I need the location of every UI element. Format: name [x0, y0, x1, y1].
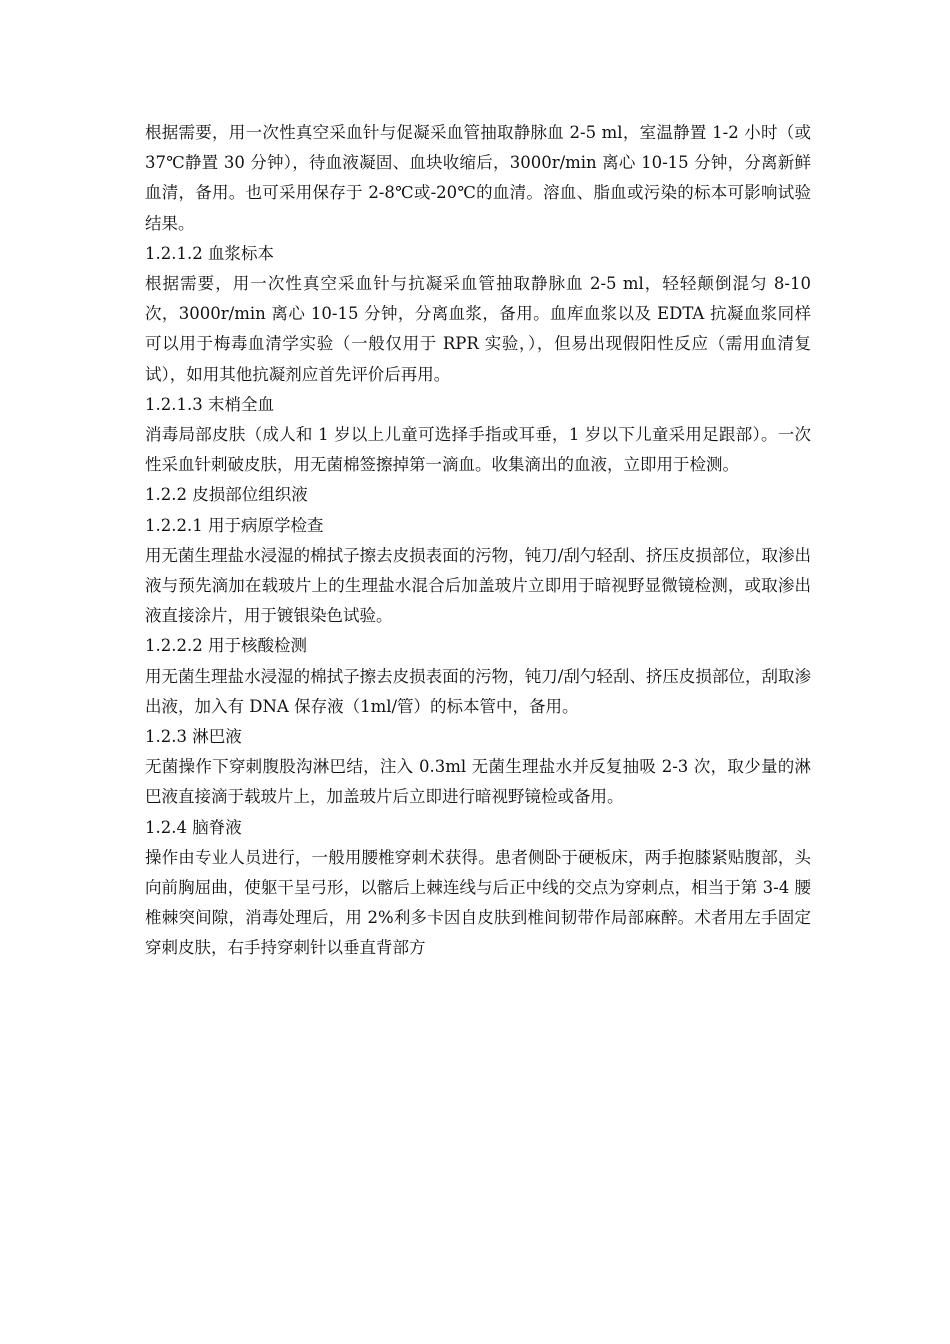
paragraph-cerebrospinal-fluid: 操作由专业人员进行，一般用腰椎穿刺术获得。患者侧卧于硬板床，两手抱膝紧贴腹部，头向前胸屈曲，使躯干呈弓形，以髂后上棘连线与后正中线的交点为穿刺点，相当于第 3-4 腰椎棘突间隙，消毒处理后，用 2%利多卡因自皮肤到椎间韧带作局部麻醉。术者用左手固定穿刺皮肤，右手持穿刺针以垂直背部方	[145, 847, 811, 958]
heading-plasma-specimen: 1.2.1.2 血浆标本	[145, 243, 274, 263]
heading-nucleic-acid: 1.2.2.2 用于核酸检测	[145, 636, 307, 656]
heading-lesion-fluid: 1.2.2 皮损部位组织液	[145, 485, 308, 505]
paragraph-lymph-fluid: 无菌操作下穿刺腹股沟淋巴结，注入 0.3ml 无菌生理盐水并反复抽吸 2-3 次，取少量的淋巴液直接滴于载玻片上，加盖玻片后立即进行暗视野镜检或备用。	[145, 757, 811, 807]
paragraph-plasma-collection: 根据需要，用一次性真空采血针与抗凝采血管抽取静脉血 2-5 ml，轻轻颠倒混匀 8-10 次，3000r/min 离心 10-15 分钟，分离血浆，备用。血库血浆以及 EDTA 抗凝血浆同样可以用于梅毒血清学实验（一般仅用于 RPR 实验，），但易出现假阳性反应（需用血清复试），如用其他抗凝剂应首先评价后再用。	[145, 274, 811, 384]
paragraph-serum-collection: 根据需要，用一次性真空采血针与促凝采血管抽取静脉血 2-5 ml，室温静置 1-2 小时（或 37℃静置 30 分钟），待血液凝固、血块收缩后，3000r/min 离心 10-15 分钟，分离新鲜血清，备用。也可采用保存于 2-8℃或-20℃的血清。溶血、脂血或污染的标本可影响试验结果。	[145, 123, 811, 233]
paragraph-nucleic-acid: 用无菌生理盐水浸湿的棉拭子擦去皮损表面的污物，钝刀/刮勺轻刮、挤压皮损部位，刮取渗出液，加入有 DNA 保存液（1ml/管）的标本管中，备用。	[145, 666, 811, 716]
heading-pathogen-exam: 1.2.2.1 用于病原学检查	[145, 515, 324, 535]
paragraph-peripheral-blood: 消毒局部皮肤（成人和 1 岁以上儿童可选择手指或耳垂，1 岁以下儿童采用足跟部）。一次性采血针刺破皮肤，用无菌棉签擦掉第一滴血。收集滴出的血液，立即用于检测。	[145, 425, 811, 475]
document-body	[145, 118, 811, 964]
paragraph-pathogen-exam: 用无菌生理盐水浸湿的棉拭子擦去皮损表面的污物，钝刀/刮勺轻刮、挤压皮损部位，取渗出液与预先滴加在载玻片上的生理盐水混合后加盖玻片立即用于暗视野显微镜检测，或取渗出液直接涂片，用于镀银染色试验。	[145, 545, 811, 626]
heading-lymph-fluid: 1.2.3 淋巴液	[145, 727, 242, 747]
heading-cerebrospinal-fluid: 1.2.4 脑脊液	[145, 817, 242, 837]
heading-peripheral-blood: 1.2.1.3 末梢全血	[145, 394, 274, 414]
